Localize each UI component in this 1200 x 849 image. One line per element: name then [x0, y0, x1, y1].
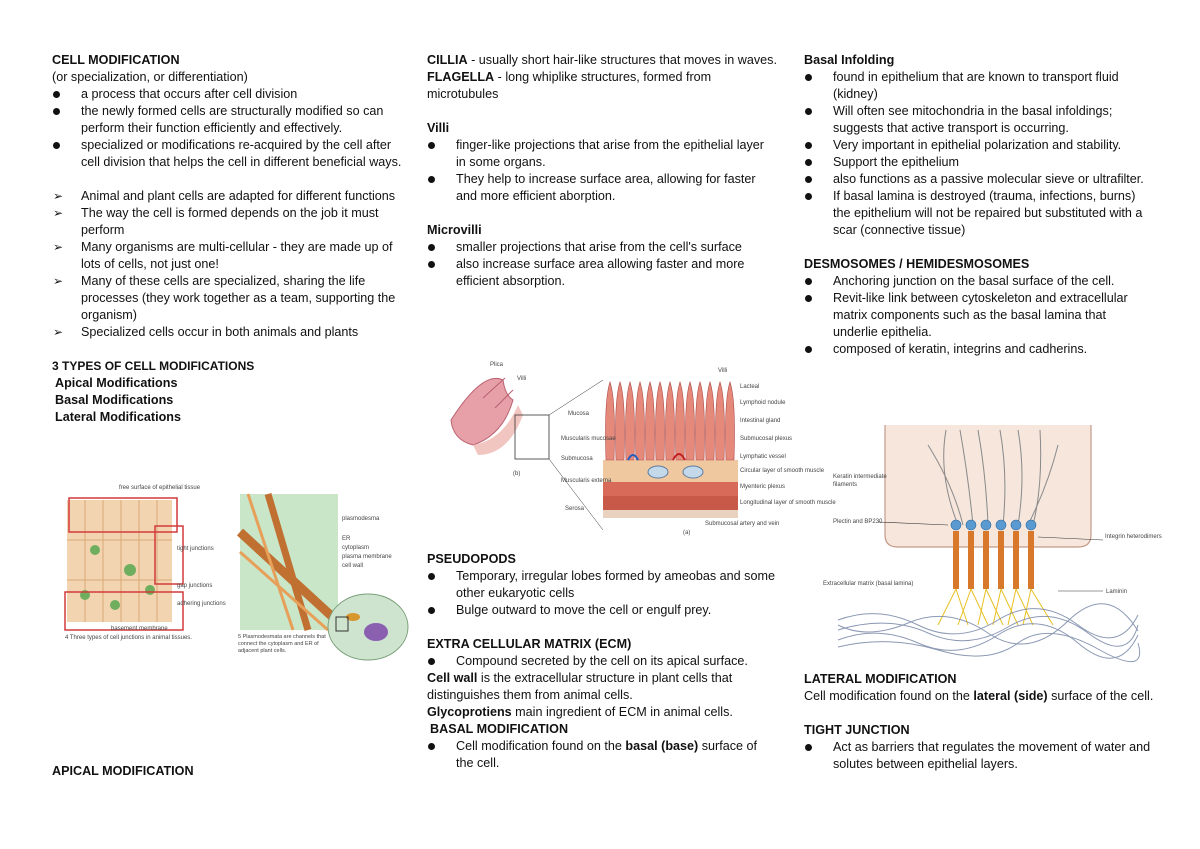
fig3-top-label: Plica — [490, 362, 504, 368]
fig3-top-label: Villi — [517, 376, 527, 382]
fig3-left-label: Submucosa — [561, 456, 593, 462]
list-item: ➢ Many organisms are multi-cellular - they are made up of lots of cells, not just one! — [53, 240, 393, 271]
fig3-right-label: Submucosal artery and vein — [705, 521, 780, 527]
list-item: smaller projections that arise from the cell's surface — [427, 239, 777, 256]
fig1-label: tight junctions — [177, 546, 214, 552]
bullet-icon — [428, 573, 435, 580]
tight-junction-title: TIGHT JUNCTION — [804, 723, 910, 737]
fig3-right-label: Submucosal plexus — [740, 436, 793, 442]
cell-modification-bullets — [52, 86, 402, 171]
villus-shape — [676, 382, 685, 460]
list-item: Very important in epithelial polarization and stability. — [804, 137, 1154, 154]
basal-modification-title: BASAL MODIFICATION — [430, 722, 569, 736]
fig3-right-label: Lymphatic vessel — [740, 454, 786, 460]
villus-shape — [616, 382, 625, 460]
list-item: Compound secreted by the cell on its apical surface. — [427, 653, 777, 670]
bullet-icon — [805, 74, 812, 81]
list-item: If basal lamina is destroyed (trauma, infections, burns) the epithelium will not be repaired but substituted with a scar (connective tissue) — [804, 188, 1154, 239]
column-3 — [804, 52, 1154, 358]
pseudopods-title: PSEUDOPODS — [427, 552, 516, 566]
cillia-definition: CILLIA - usually short hair-like structures that moves in waves. — [427, 53, 777, 67]
villus-shape — [646, 382, 655, 460]
list-item: Support the epithelium — [804, 154, 1154, 171]
list-item: Will often see mitochondria in the basal infoldings; suggests that active transport is occurring. — [804, 103, 1154, 137]
type-apical: Apical Modifications — [55, 376, 178, 390]
fig2-caption: 5 Plasmodesmata are channels that connect the cytoplasm and ER of adjacent plant cells. — [238, 634, 326, 654]
bullet-icon — [428, 607, 435, 614]
cell-wall-definition: Cell wall is the extracellular structure in plant cells that distinguishes them from animal cells. — [427, 671, 733, 702]
list-item: Cell modification found on the basal (base) surface of the cell. — [427, 738, 777, 772]
ecm-title: EXTRA CELLULAR MATRIX (ECM) — [427, 637, 632, 651]
microvilli-list — [427, 239, 777, 290]
list-item: also increase surface area allowing faster and more efficient absorption. — [427, 256, 777, 290]
bullet-icon — [805, 108, 812, 115]
list-item: Revit-like link between cytoskeleton and extracellular matrix components such as the basal lamina that underlie epithelia. — [804, 290, 1154, 341]
villus-shape — [726, 382, 735, 460]
flagella-definition: FLAGELLA - long whiplike structures, formed from microtubules — [427, 70, 712, 101]
types-title: 3 TYPES OF CELL MODIFICATIONS — [52, 359, 255, 373]
lateral-modification-text: Cell modification found on the lateral (side) surface of the cell. — [804, 689, 1154, 703]
tight-junction-list — [804, 739, 1154, 773]
villus-shape — [716, 382, 725, 460]
bullet-icon — [805, 142, 812, 149]
column-2 — [427, 52, 777, 290]
fig3-top-label: Villi — [718, 368, 728, 374]
bullet-icon — [805, 295, 812, 302]
list-item: ➢ Many of these cells are specialized, sharing the life processes (they work together as a team, supporting the organism) — [53, 274, 396, 322]
bullet-icon — [428, 142, 435, 149]
bullet-icon — [805, 346, 812, 353]
bullet-icon — [53, 91, 60, 98]
fig1-caption: 4 Three types of cell junctions in animal tissues. — [65, 635, 192, 641]
bullet-icon — [805, 744, 812, 751]
list-item: Act as barriers that regulates the movement of water and solutes between epithelial layers. — [804, 739, 1154, 773]
column-1 — [52, 52, 402, 426]
glycoproteins-definition: Glycoprotiens main ingredient of ECM in animal cells. — [427, 705, 733, 719]
fig3-right-label: Intestinal gland — [740, 418, 781, 424]
cell-modification-title: CELL MODIFICATION — [52, 53, 180, 67]
bullet-icon — [428, 176, 435, 183]
villi-list — [427, 137, 777, 205]
fig4-label: Plectin and BP230 — [833, 519, 883, 525]
villus-shape — [686, 382, 695, 460]
cell-junctions-figure — [55, 480, 233, 642]
fig2-label: cytoplasm — [342, 545, 370, 551]
intestine-figure — [443, 360, 836, 538]
bullet-icon — [53, 142, 60, 149]
column-2-lower — [427, 551, 777, 772]
fig2-label: cell wall — [342, 563, 364, 569]
fig4-label: Integrin heterodimers — [1105, 534, 1162, 540]
list-item: Anchoring junction on the basal surface of the cell. — [804, 273, 1154, 290]
villus-shape — [666, 382, 675, 460]
fig4-label: Keratin intermediate — [833, 474, 887, 480]
fig3-right-label: Lacteal — [740, 384, 760, 390]
bullet-icon — [428, 658, 435, 665]
list-item: composed of keratin, integrins and cadherins. — [804, 341, 1154, 358]
fig3-left-label: Mucosa — [568, 411, 590, 417]
list-item: the newly formed cells are structurally modified so can perform their function efficiently and effectively. — [52, 103, 402, 137]
lateral-modification-title: LATERAL MODIFICATION — [804, 672, 957, 686]
desmosomes-title: DESMOSOMES / HEMIDESMOSOMES — [804, 257, 1030, 271]
villus-shape — [606, 382, 615, 460]
fig2-label: plasma membrane — [342, 554, 392, 560]
villus-shape — [636, 382, 645, 460]
fig3-right-label: Lymphoid nodule — [740, 400, 786, 406]
basal-list — [427, 738, 777, 772]
bullet-icon — [805, 176, 812, 183]
arrow-bullet-icon: ➢ — [53, 240, 64, 254]
hemidesmosome-figure — [818, 425, 1162, 657]
list-item: found in epithelium that are known to transport fluid (kidney) — [804, 69, 1154, 103]
fig3-right-label: Circular layer of smooth muscle — [740, 468, 825, 474]
fig4-label: Extracellular matrix (basal lamina) — [823, 581, 914, 587]
basal-infolding-title: Basal Infolding — [804, 53, 895, 67]
bullet-icon — [428, 244, 435, 251]
type-basal: Basal Modifications — [55, 393, 174, 407]
fig3-right-label: Myenteric plexus — [740, 484, 786, 490]
apical-modification-title: APICAL MODIFICATION — [52, 764, 194, 778]
list-item: also functions as a passive molecular sieve or ultrafilter. — [804, 171, 1154, 188]
fig1-label: gap junctions — [177, 583, 213, 589]
ecm-list — [427, 653, 777, 670]
cell-modification-subtitle: (or specialization, or differentiation) — [52, 70, 248, 84]
fig1-label: adhering junctions — [177, 601, 226, 607]
list-item: a process that occurs after cell division — [52, 86, 402, 103]
fig3-left-label: Serosa — [565, 506, 585, 512]
pseudopods-list — [427, 568, 777, 619]
list-item: ➢ The way the cell is formed depends on the job it must perform — [53, 206, 379, 237]
basal-infolding-list — [804, 69, 1154, 239]
arrow-bullet-icon: ➢ — [53, 325, 64, 339]
bullet-icon — [805, 159, 812, 166]
list-item: Bulge outward to move the cell or engulf prey. — [427, 602, 777, 619]
bullet-icon — [428, 261, 435, 268]
fig3-left-label: Muscularis mucosae — [561, 436, 616, 442]
bullet-icon — [805, 278, 812, 285]
fig3-left-label: Muscularis externa — [561, 478, 612, 484]
list-item: ➢ Animal and plant cells are adapted for different functions — [53, 189, 396, 203]
arrow-bullet-icon: ➢ — [53, 274, 64, 288]
fig1-label: basement membrane — [111, 626, 168, 632]
fig1-top-label: free surface of epithelial tissue — [119, 485, 201, 491]
cell-facts-list — [52, 188, 402, 341]
list-item: They help to increase surface area, allowing for faster and more efficient aborption. — [427, 171, 777, 205]
microvilli-title: Microvilli — [427, 223, 482, 237]
fig4-label: filaments — [833, 482, 858, 488]
list-item: specialized or modifications re-acquired by the cell after cell division that helps the cell in different beneficial ways. — [52, 137, 402, 171]
fig3-part-label: (a) — [683, 530, 691, 536]
arrow-bullet-icon: ➢ — [53, 206, 64, 220]
list-item: ➢ Specialized cells occur in both animals and plants — [53, 325, 359, 339]
list-item: finger-like projections that arise from the epithelial layer in some organs. — [427, 137, 777, 171]
villi-title: Villi — [427, 121, 450, 135]
fig4-label: Laminin — [1106, 589, 1128, 595]
bullet-icon — [428, 743, 435, 750]
arrow-bullet-icon: ➢ — [53, 189, 64, 203]
bullet-icon — [53, 108, 60, 115]
villus-shape — [706, 382, 715, 460]
fig3-right-label: Longitudinal layer of smooth muscle — [740, 500, 836, 506]
fig2-label: ER — [342, 536, 351, 542]
bullet-icon — [805, 193, 812, 200]
fig3-part-label: (b) — [513, 471, 521, 477]
villus-shape — [696, 382, 705, 460]
plasmodesmata-figure — [238, 492, 410, 662]
villus-shape — [656, 382, 665, 460]
list-item: Temporary, irregular lobes formed by ameobas and some other eukaryotic cells — [427, 568, 777, 602]
fig2-label: plasmodesma — [342, 516, 380, 522]
column-3-lower — [804, 671, 1154, 773]
desmosomes-list — [804, 273, 1154, 358]
villus-shape — [626, 382, 635, 460]
type-lateral: Lateral Modifications — [55, 410, 181, 424]
